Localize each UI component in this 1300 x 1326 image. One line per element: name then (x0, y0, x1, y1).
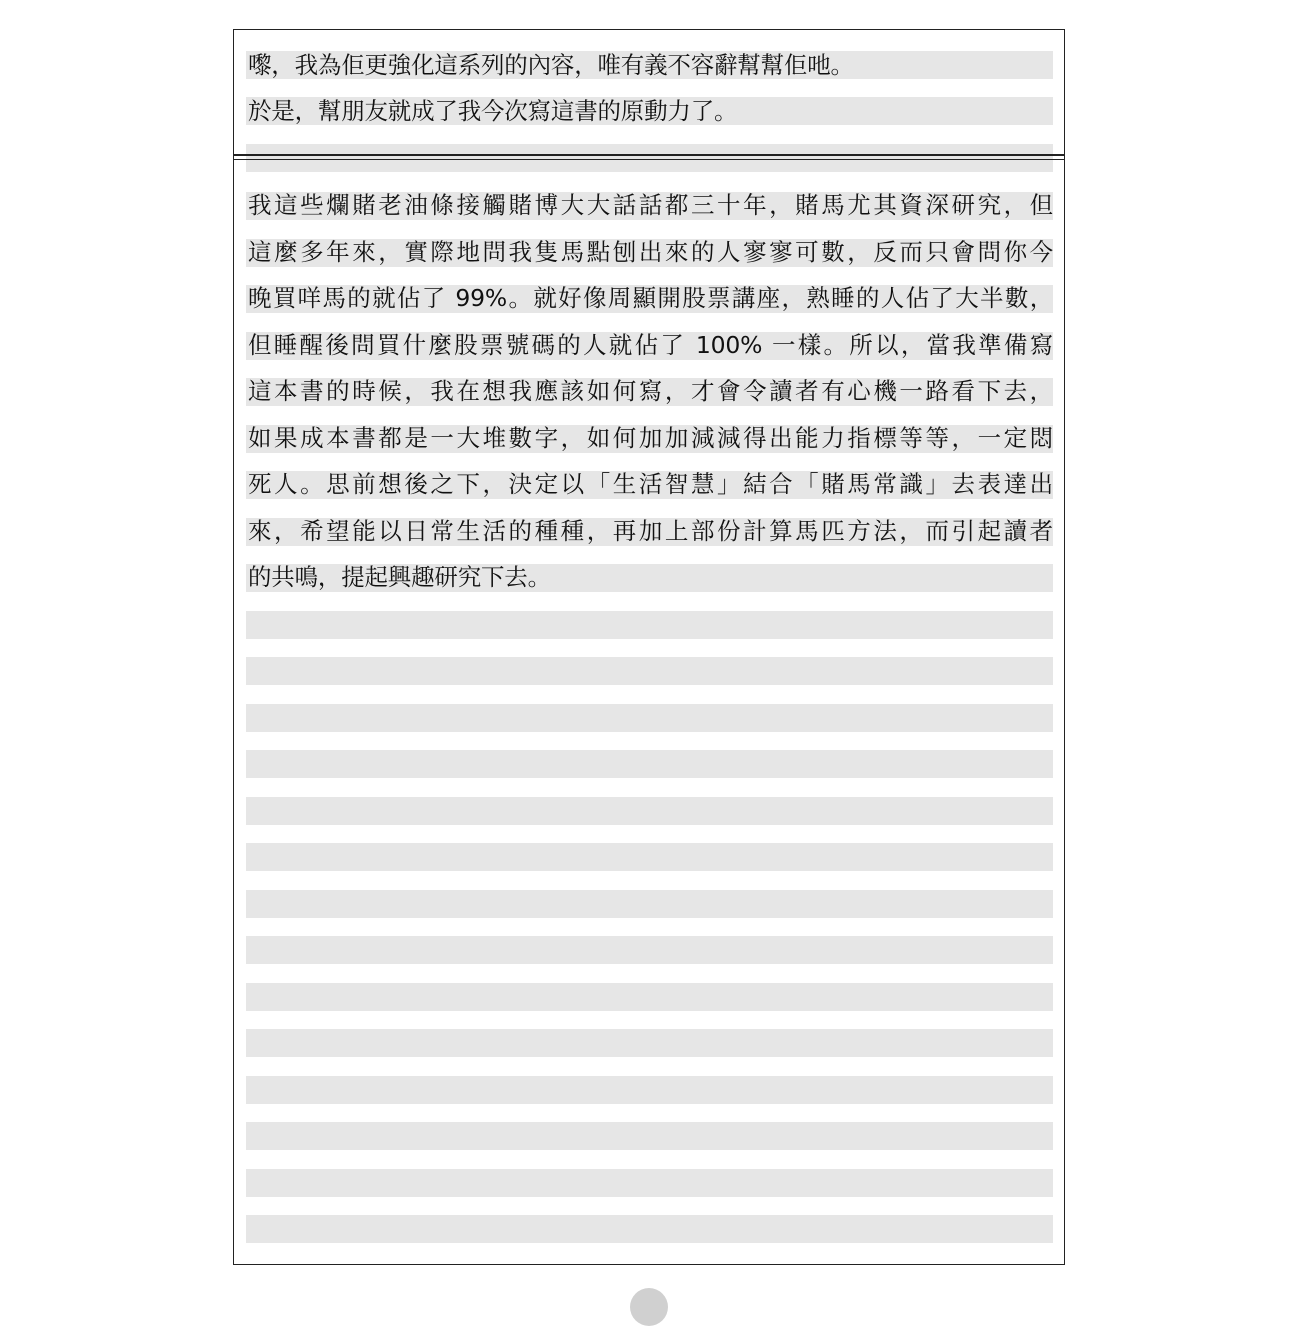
body-line-1: 我這些爛賭老油條接觸賭博大大話話都三十年，賭馬尤其資深研究，但 (248, 191, 1053, 219)
body-line-7: 死人。思前想後之下，決定以「生活智慧」結合「賭馬常識」去表達出 (248, 470, 1053, 498)
ruled-line (246, 750, 1053, 778)
body-line-6: 如果成本書都是一大堆數字，如何加加減減得出能力指標等等，一定悶 (248, 424, 1053, 452)
body-line-9: 的共鳴，提起興趣研究下去。 (248, 563, 551, 591)
ruled-line (246, 983, 1053, 1011)
ruled-line (246, 1029, 1053, 1057)
ruled-line (246, 936, 1053, 964)
ruled-line (246, 890, 1053, 918)
ruled-line (246, 704, 1053, 732)
ruled-line (246, 1076, 1053, 1104)
ruled-line (246, 843, 1053, 871)
ruled-line (246, 1169, 1053, 1197)
body-line-5: 這本書的時候，我在想我應該如何寫，才會令讀者有心機一路看下去， (248, 377, 1053, 405)
section-divider-thin (233, 159, 1065, 160)
ruled-line (246, 611, 1053, 639)
body-line-4: 但睡醒後問買什麼股票號碼的人就佔了 100% 一樣。所以，當我準備寫 (248, 331, 1053, 359)
body-line-2: 這麼多年來，實際地問我隻馬點刨出來的人寥寥可數，反而只會問你今 (248, 238, 1053, 266)
intro-line-2: 於是，幫朋友就成了我今次寫這書的原動力了。 (248, 97, 738, 125)
ruled-line (246, 1122, 1053, 1150)
ruled-line (246, 1215, 1053, 1243)
intro-line-1: 嚟，我為佢更強化這系列的內容，唯有義不容辭幫幫佢吔。 (248, 51, 854, 79)
section-divider (233, 154, 1065, 156)
page-number-marker (630, 1288, 668, 1326)
ruled-line (246, 657, 1053, 685)
body-line-8: 來，希望能以日常生活的種種，再加上部份計算馬匹方法，而引起讀者 (248, 517, 1053, 545)
body-line-3: 晚買咩馬的就佔了 99%。就好像周顯開股票講座，熟睡的人佔了大半數， (248, 284, 1053, 312)
ruled-line (246, 144, 1053, 172)
ruled-line (246, 797, 1053, 825)
